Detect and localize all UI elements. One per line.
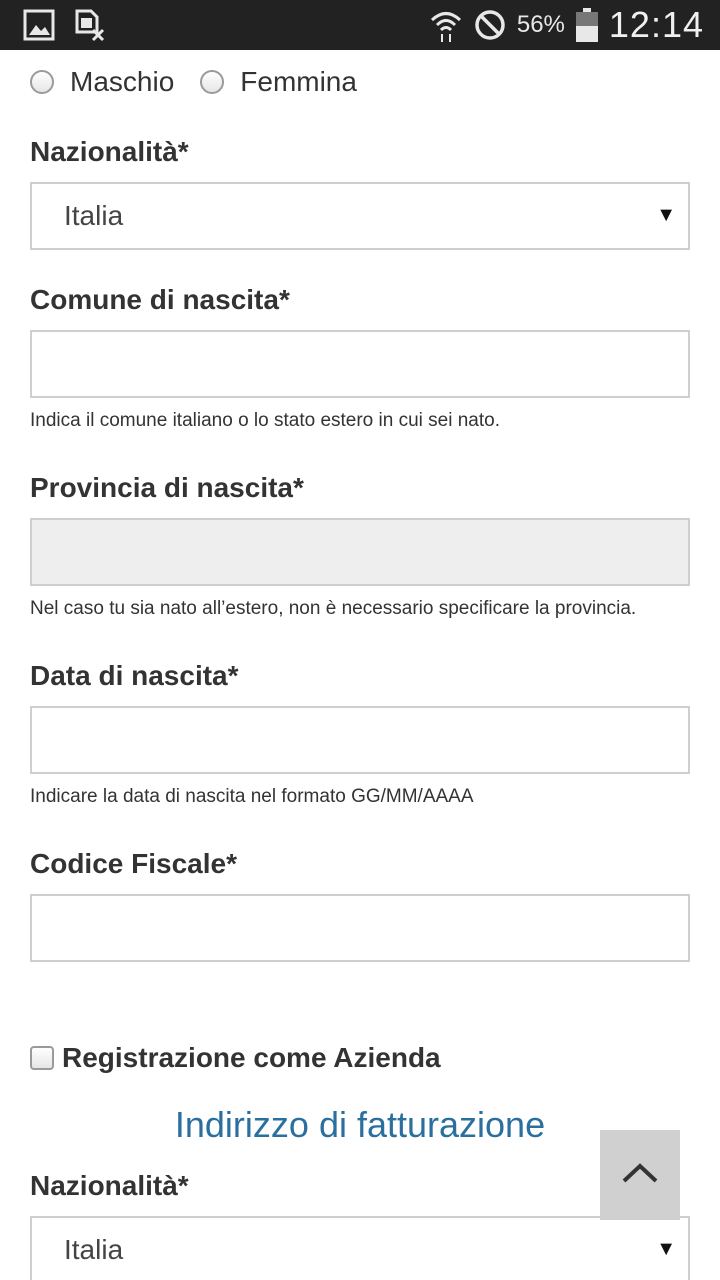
birth-date-hint: Indicare la data di nascita nel formato GG/MM/AAAA <box>30 786 474 807</box>
gallery-icon <box>22 8 56 42</box>
wifi-icon <box>429 7 463 43</box>
tax-code-input[interactable] <box>30 894 690 962</box>
birth-city-input[interactable] <box>30 330 690 398</box>
radio-male[interactable] <box>30 70 54 94</box>
nationality-label: Nazionalità* <box>30 136 189 167</box>
billing-address-title: Indirizzo di fatturazione <box>174 1104 546 1145</box>
birth-province-input[interactable] <box>30 518 690 586</box>
birth-date-label: Data di nascita* <box>30 660 239 691</box>
clock: 12:14 <box>608 4 704 45</box>
battery-icon <box>575 7 599 43</box>
birth-city-label: Comune di nascita* <box>30 284 290 315</box>
nationality-select[interactable] <box>30 182 690 250</box>
radio-female[interactable] <box>200 70 224 94</box>
battery-percent: 56% <box>516 11 565 38</box>
billing-nationality-label: Nazionalità* <box>30 1170 189 1201</box>
sim-off-icon <box>72 8 106 42</box>
dropdown-arrow-icon: ▼ <box>656 1238 676 1260</box>
chevron-up-icon <box>620 1161 660 1190</box>
status-bar <box>0 0 720 50</box>
tax-code-label: Codice Fiscale* <box>30 848 237 879</box>
birth-province-hint: Nel caso tu sia nato all’estero, non è necessario specificare la provincia. <box>30 598 637 619</box>
billing-nationality-selected-value: Italia <box>64 1234 124 1265</box>
company-registration-checkbox[interactable] <box>30 1046 54 1070</box>
scroll-to-top-button[interactable] <box>600 1130 680 1220</box>
radio-female-label[interactable]: Femmina <box>240 66 357 97</box>
birth-date-input[interactable] <box>30 706 690 774</box>
billing-nationality-select[interactable] <box>30 1216 690 1280</box>
do-not-disturb-icon <box>473 8 507 42</box>
gender-radio-group <box>30 64 383 100</box>
radio-male-label[interactable]: Maschio <box>70 66 175 97</box>
company-registration-label[interactable]: Registrazione come Azienda <box>62 1042 441 1073</box>
birth-city-hint: Indica il comune italiano o lo stato estero in cui sei nato. <box>30 410 500 431</box>
company-registration-row <box>30 1038 441 1078</box>
dropdown-arrow-icon: ▼ <box>656 204 676 226</box>
nationality-selected-value: Italia <box>64 200 124 231</box>
birth-province-label: Provincia di nascita* <box>30 472 304 503</box>
